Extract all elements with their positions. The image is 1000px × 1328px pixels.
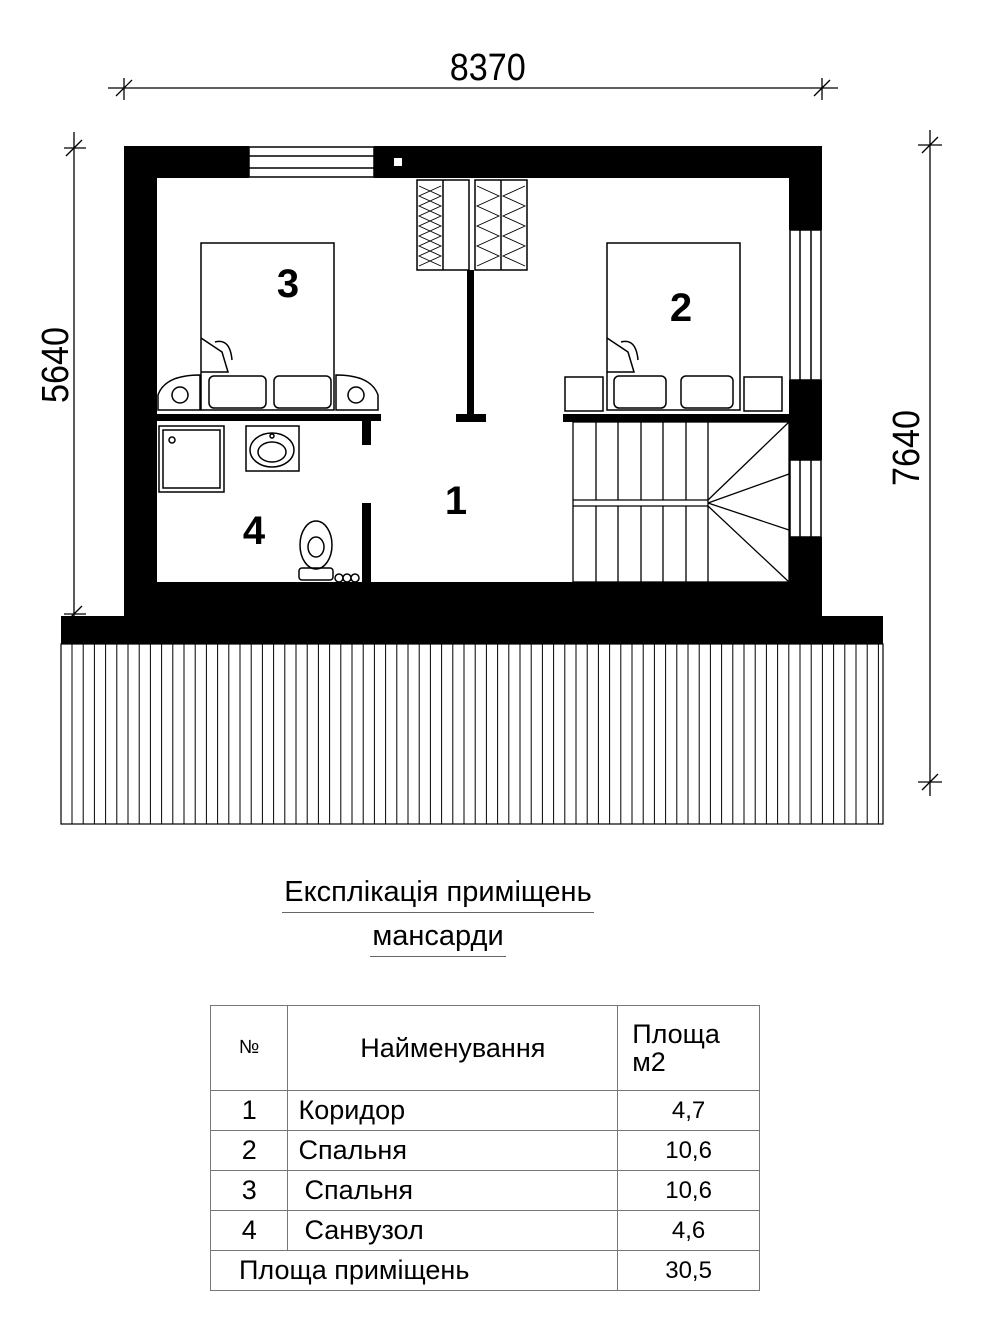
room-number-4: 4 bbox=[242, 509, 266, 553]
windows bbox=[249, 147, 821, 537]
table-row bbox=[211, 1171, 760, 1211]
row-area: 4,7 bbox=[618, 1091, 760, 1131]
shower-icon bbox=[159, 426, 224, 492]
wardrobe-icon bbox=[417, 180, 527, 270]
sink-icon bbox=[246, 426, 299, 471]
toilet-icon bbox=[299, 521, 359, 582]
header-name: Найменування bbox=[288, 1006, 618, 1091]
header-area bbox=[618, 1006, 760, 1091]
table-row bbox=[211, 1091, 760, 1131]
table-row bbox=[211, 1131, 760, 1171]
header-number: № bbox=[211, 1006, 288, 1091]
row-number: 2 bbox=[211, 1131, 288, 1171]
row-area: 10,6 bbox=[618, 1171, 760, 1211]
explication-title-line1: Експлікація приміщень bbox=[282, 876, 593, 913]
dimension-height-left-label: 5640 bbox=[33, 326, 77, 404]
table-total-row bbox=[211, 1251, 760, 1291]
row-number: 1 bbox=[211, 1091, 288, 1131]
explication-table bbox=[210, 1005, 760, 1291]
table-row bbox=[211, 1211, 760, 1251]
row-name: Спальня bbox=[288, 1131, 618, 1171]
row-number: 3 bbox=[211, 1171, 288, 1211]
total-area: 30,5 bbox=[618, 1251, 760, 1291]
row-name: Коридор bbox=[288, 1091, 618, 1131]
dimension-width-label: 8370 bbox=[449, 45, 526, 89]
dimension-height-right-label: 7640 bbox=[884, 409, 928, 487]
header-area-line1: Площа bbox=[632, 1019, 720, 1049]
header-area-line2: м2 bbox=[632, 1047, 666, 1077]
room-number-3: 3 bbox=[276, 262, 300, 306]
roof-hatching bbox=[61, 644, 883, 824]
row-area: 4,6 bbox=[618, 1211, 760, 1251]
explication-title bbox=[0, 876, 938, 909]
room-number-2: 2 bbox=[669, 286, 693, 330]
row-area: 10,6 bbox=[618, 1131, 760, 1171]
vent-icon bbox=[394, 158, 402, 166]
room-number-1: 1 bbox=[444, 479, 468, 523]
total-label: Площа приміщень bbox=[211, 1251, 618, 1291]
row-name: Спальня bbox=[288, 1171, 618, 1211]
explication-title-line2: мансарди bbox=[370, 920, 505, 957]
row-name: Санвузол bbox=[288, 1211, 618, 1251]
staircase bbox=[573, 422, 789, 582]
row-number: 4 bbox=[211, 1211, 288, 1251]
table-header-row bbox=[211, 1006, 760, 1091]
explication-subtitle bbox=[0, 920, 938, 953]
bed-icon-room-3 bbox=[158, 243, 378, 410]
